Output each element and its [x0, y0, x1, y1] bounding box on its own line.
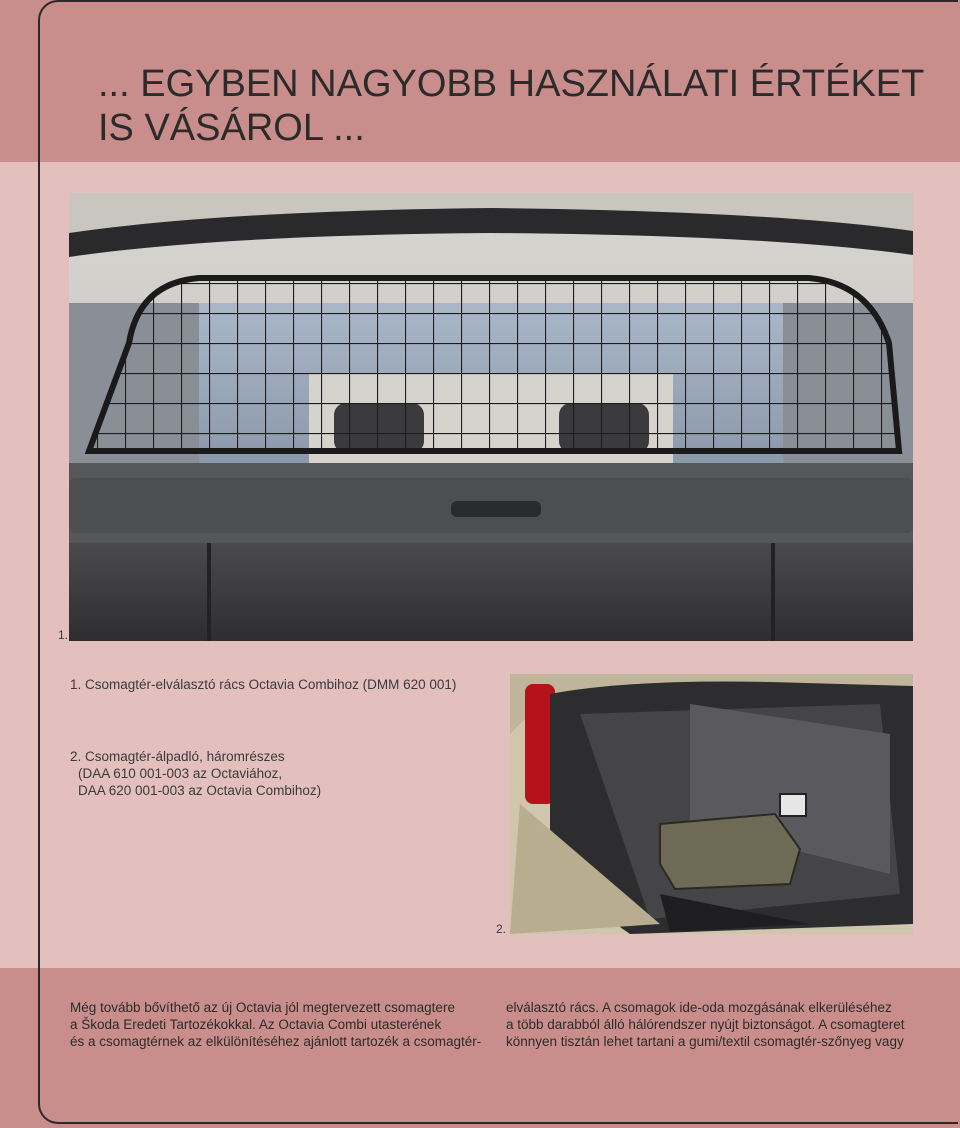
page-title: [98, 62, 925, 150]
figure-number-1: 1.: [58, 628, 69, 642]
caption-item-2: [70, 748, 321, 799]
figure-number-2: 2.: [496, 922, 507, 936]
caption-item-1: [70, 676, 456, 693]
body-left-line-2: a Škoda Eredeti Tartozékokkal. Az Octavia Combi utasterének: [70, 1017, 442, 1032]
body-left-line-3: és a csomagtérnek az elkülönítéséhez ajánlott tartozék a csomagtér-: [70, 1034, 482, 1049]
caption-item-2-line-1: 2. Csomagtér-álpadló, háromrészes: [70, 749, 285, 764]
page-title-line-2: IS VÁSÁROL ...: [98, 107, 365, 149]
caption-item-1-text: 1. Csomagtér-elválasztó rács Octavia Combihoz (DMM 620 001): [70, 677, 457, 692]
cargo-partition-grille-photo: [69, 193, 913, 641]
caption-item-2-line-3: DAA 620 001-003 az Octavia Combihoz): [78, 783, 322, 798]
cargo-floor-photo: [510, 674, 913, 934]
page-title-line-1: ... EGYBEN NAGYOBB HASZNÁLATI ÉRTÉKET: [98, 63, 925, 105]
body-text-right: [506, 999, 905, 1050]
body-left-line-1: Még tovább bővíthető az új Octavia jól megtervezett csomagtere: [70, 1000, 455, 1015]
caption-item-2-line-2: (DAA 610 001-003 az Octaviához,: [78, 766, 283, 781]
body-right-line-2: a több darabból álló hálórendszer nyújt biztonságot. A csomagteret: [506, 1017, 905, 1032]
cargo-partition-grille-icon: [69, 193, 913, 641]
body-right-line-3: könnyen tisztán lehet tartani a gumi/textil csomagtér-szőnyeg vagy: [506, 1034, 904, 1049]
cargo-floor-icon: [510, 674, 913, 934]
body-right-line-1: elválasztó rács. A csomagok ide-oda mozgásának elkerüléséhez: [506, 1000, 892, 1015]
body-text-left: [70, 999, 481, 1050]
